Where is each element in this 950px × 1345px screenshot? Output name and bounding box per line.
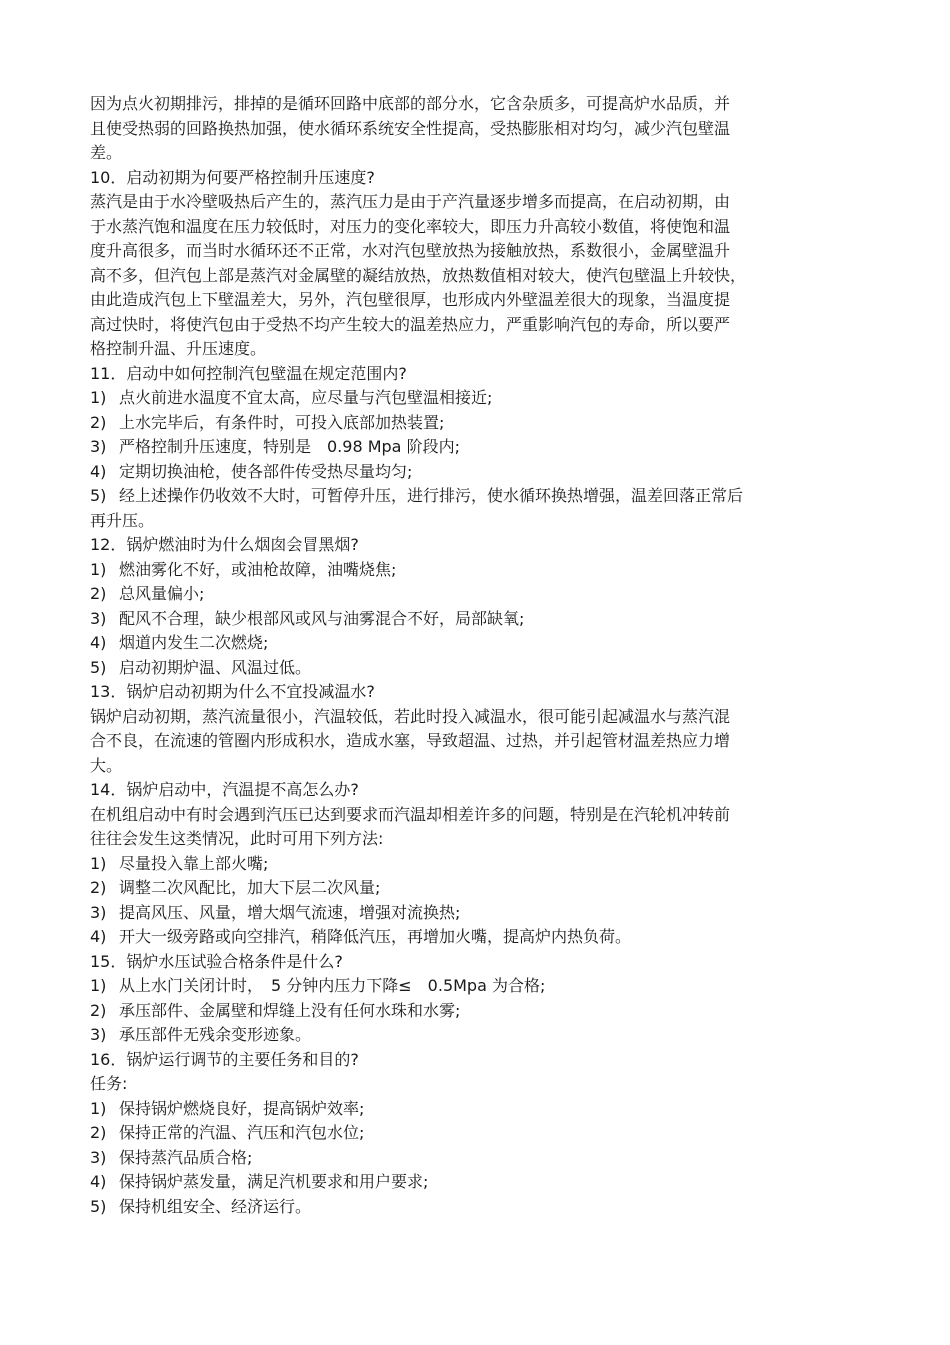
list-item (90, 852, 825, 877)
list-item (90, 582, 825, 607)
list-item-number: 5) (90, 657, 107, 677)
text-line: 差。 (90, 143, 123, 162)
list-item (90, 1023, 825, 1048)
text-line: 12．锅炉燃油时为什么烟囱会冒黑烟? (90, 535, 359, 554)
text-line: 14．锅炉启动中，汽温提不高怎么办? (90, 780, 359, 799)
list-item-number: 1) (90, 1098, 107, 1118)
list-item-number: 4) (90, 1172, 107, 1191)
text-line: 蒸汽是由于水冷壁吸热后产生的，蒸汽压力是由于产汽量逐步增多而提高，在启动初期，由 (90, 192, 731, 211)
list-item-text: 开大一级旁路或向空排汽，稍降低汽压，再增加火嘴，提高炉内热负荷。 (119, 927, 632, 946)
list-item-text: 保持锅炉蒸发量，满足汽机要求和用户要求; (119, 1172, 429, 1191)
list-item (90, 558, 825, 583)
list-item-number: 3) (90, 1025, 107, 1044)
list-item-text: 配风不合理，缺少根部风或风与油雾混合不好，局部缺氧; (119, 608, 525, 628)
list-item-text: 启动初期炉温、风温过低。 (119, 657, 312, 677)
list-item (90, 460, 825, 485)
list-item-number: 4) (90, 927, 107, 946)
text-line: 13．锅炉启动初期为什么不宜投减温水? (90, 682, 375, 701)
list-item-text: 尽量投入靠上部火嘴; (119, 853, 269, 873)
list-item-text: 严格控制升压速度，特别是 0.98 Mpa 阶段内; (119, 437, 460, 456)
list-item-number: 1) (90, 976, 107, 995)
text-line: 往往会发生这类情况，此时可用下列方法: (90, 829, 384, 848)
document-body (90, 92, 825, 1219)
text-line: 因为点火初期排污，排掉的是循环回路中底部的部分水，它含杂质多，可提高炉水品质，并 (90, 94, 731, 113)
list-item (90, 386, 825, 411)
list-item-text: 承压部件、金属壁和焊缝上没有任何水珠和水雾; (119, 1000, 461, 1020)
list-item-number: 2) (90, 584, 107, 603)
list-item-text: 燃油雾化不好，或油枪故障，油嘴烧焦; (119, 559, 397, 579)
list-item-number: 4) (90, 633, 107, 652)
list-item-text: 保持正常的汽温、汽压和汽包水位; (119, 1123, 365, 1142)
list-item-text: 上水完毕后，有条件时，可投入底部加热装置; (119, 412, 445, 432)
text-line: 锅炉启动初期，蒸汽流量很小，汽温较低，若此时投入减温水，很可能引起减温水与蒸汽混 (90, 706, 731, 726)
list-item-number: 4) (90, 461, 107, 481)
list-item-number: 3) (90, 902, 107, 922)
text-line: 10．启动初期为何要严格控制升压速度? (90, 167, 375, 187)
text-line: 任务: (90, 1074, 128, 1093)
list-item (90, 1097, 825, 1122)
list-item-text: 烟道内发生二次燃烧; (119, 633, 269, 652)
list-item-number: 2) (90, 1000, 107, 1020)
text-line: 度升高很多，而当时水循环还不正常，水对汽包壁放热为接触放热，系数很小，金属壁温升 (90, 241, 731, 260)
text-line: 于水蒸汽饱和温度在压力较低时，对压力的变化率较大，即压力升高较小数值，将使饱和温 (90, 216, 731, 236)
list-item-text: 定期切换油枪，使各部件传受热尽量均匀; (119, 461, 413, 481)
list-item-number: 1) (90, 559, 107, 579)
list-item-number: 1) (90, 853, 107, 873)
list-item-text: 从上水门关闭计时， 5 分钟内压力下降≤ 0.5Mpa 为合格; (119, 976, 546, 995)
list-item (90, 411, 825, 436)
list-item-text: 保持锅炉燃烧良好，提高锅炉效率; (119, 1098, 365, 1118)
list-item-text: 提高风压、风量，增大烟气流速，增强对流换热; (119, 902, 461, 922)
text-line: 格控制升温、升压速度。 (90, 339, 267, 358)
list-item-text: 点火前进水温度不宜太高，应尽量与汽包壁温相接近; (119, 388, 493, 407)
list-item-number: 3) (90, 1147, 107, 1167)
list-item-text: 保持机组安全、经济运行。 (119, 1196, 312, 1216)
list-item-number: 5) (90, 1196, 107, 1216)
list-item (90, 1170, 825, 1195)
list-item (90, 876, 825, 901)
list-item (90, 631, 825, 656)
list-item-number: 2) (90, 412, 107, 432)
list-item (90, 901, 825, 926)
list-item-text: 总风量偏小; (119, 584, 205, 603)
text-line: 16．锅炉运行调节的主要任务和目的? (90, 1049, 359, 1069)
text-line: 11．启动中如何控制汽包壁温在规定范围内? (90, 363, 407, 383)
text-line: 高不多，但汽包上部是蒸汽对金属壁的凝结放热，放热数值相对较大，使汽包壁温上升较快， (90, 265, 747, 285)
list-item-number: 2) (90, 1123, 107, 1142)
list-item-number: 3) (90, 608, 107, 628)
text-line: 合不良，在流速的管圈内形成积水，造成水塞，导致超温、过热，并引起管材温差热应力增 (90, 731, 731, 750)
list-item-text: 保持蒸汽品质合格; (119, 1147, 253, 1167)
text-line: 大。 (90, 755, 123, 775)
list-item (90, 656, 825, 681)
text-line: 高过快时，将使汽包由于受热不均产生较大的温差热应力，严重影响汽包的寿命，所以要严 (90, 314, 731, 334)
text-line: 再升压。 (90, 510, 155, 530)
list-item-number: 2) (90, 878, 107, 897)
list-item-number: 5) (90, 486, 107, 505)
list-item-number: 1) (90, 388, 107, 407)
list-item (90, 999, 825, 1024)
list-item (90, 435, 825, 460)
text-line: 在机组启动中有时会遇到汽压已达到要求而汽温却相差许多的问题，特别是在汽轮机冲转前 (90, 804, 731, 824)
list-item (90, 484, 825, 509)
text-line: 且使受热弱的回路换热加强，使水循环系统安全性提高，受热膨胀相对均匀，减少汽包壁温 (90, 118, 731, 138)
list-item (90, 974, 825, 999)
list-item-text: 承压部件无残余变形迹象。 (119, 1025, 312, 1044)
list-item (90, 1146, 825, 1171)
list-item-number: 3) (90, 437, 107, 456)
list-item (90, 1121, 825, 1146)
list-item-text: 经上述操作仍收效不大时，可暂停升压，进行排污，使水循环换热增强，温差回落正常后 (119, 486, 744, 505)
list-item (90, 1195, 825, 1220)
list-item (90, 925, 825, 950)
list-item (90, 607, 825, 632)
text-line: 15．锅炉水压试验合格条件是什么? (90, 951, 343, 971)
list-item-text: 调整二次风配比，加大下层二次风量; (119, 878, 381, 897)
text-line: 由此造成汽包上下壁温差大，另外，汽包壁很厚，也形成内外壁温差很大的现象，当温度提 (90, 290, 731, 309)
